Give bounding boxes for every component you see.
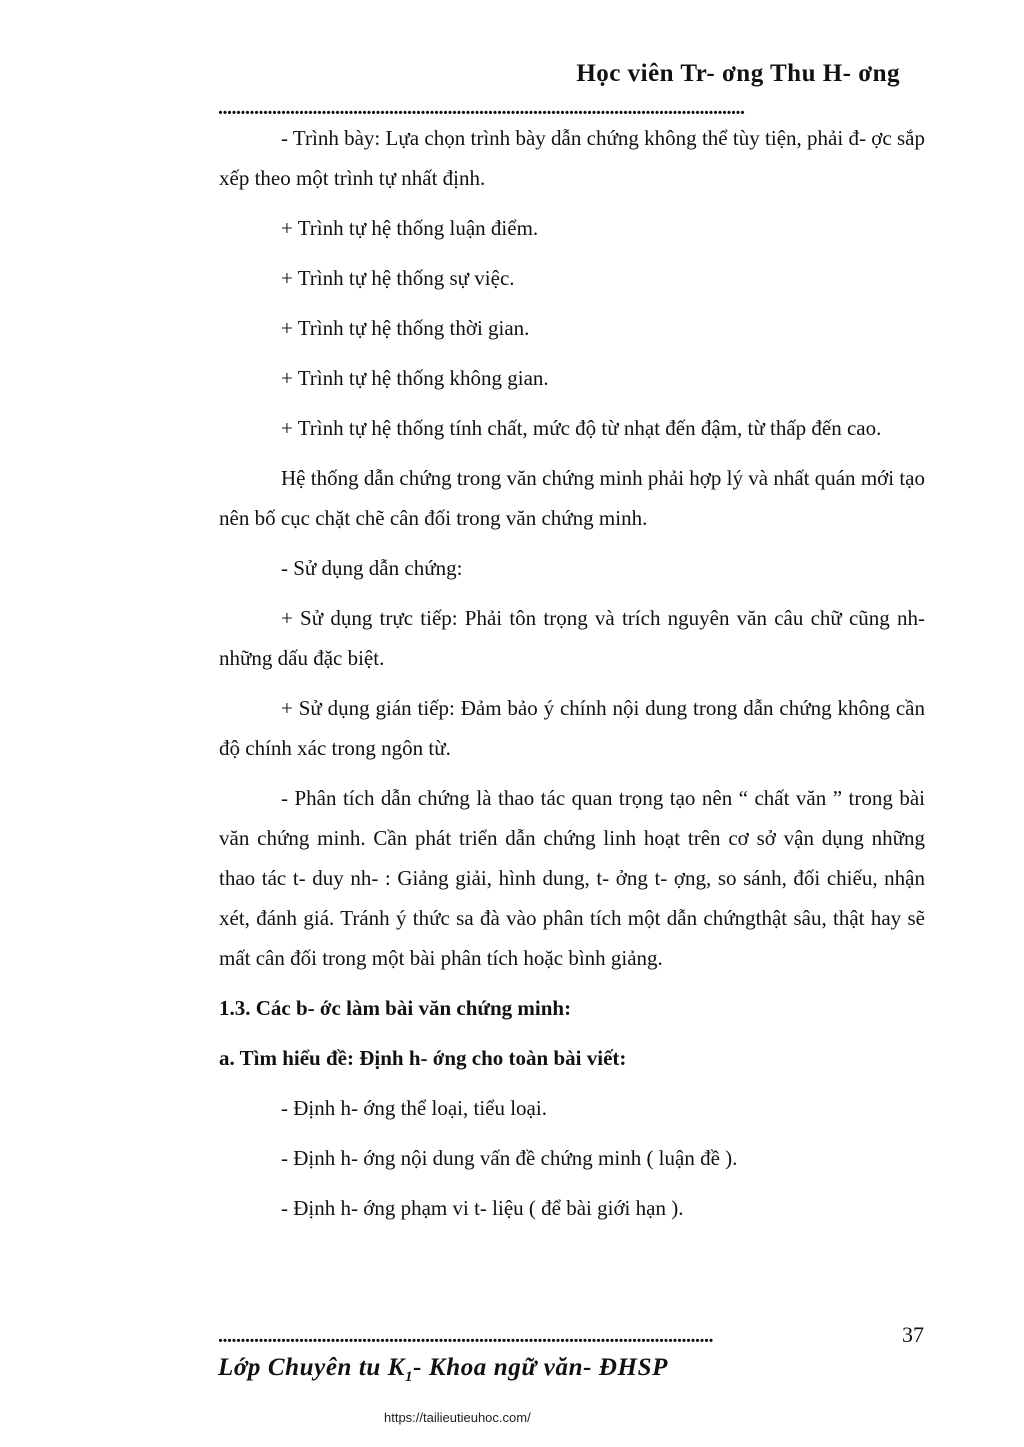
list-item-argument-order: + Trình tự hệ thống luận điểm. xyxy=(281,216,539,240)
list-item-direct-use: + Sử dụng trực tiếp: Phải tôn trọng và trích nguyên văn câu chữ cũng nh- những dấu đặc biệt. xyxy=(219,606,925,670)
list-item-event-order: + Trình tự hệ thống sự việc. xyxy=(281,266,515,290)
class-name-subscript: 1 xyxy=(405,1369,414,1385)
list-item-indirect-use: + Sử dụng gián tiếp: Đảm bảo ý chính nội dung trong dẫn chứng không cần độ chính xác trong ngôn từ. xyxy=(219,696,925,760)
page-number: 37 xyxy=(902,1322,924,1347)
page-footer-class-name xyxy=(218,1354,668,1386)
footer-dot-divider: .............................................................................................................. xyxy=(218,1326,713,1346)
subsection-heading-understand-topic: a. Tìm hiểu đề: Định h- ớng cho toàn bài viết: xyxy=(219,1046,627,1070)
section-heading-steps: 1.3. Các b- ớc làm bài văn chứng minh: xyxy=(219,996,572,1020)
header-dot-divider: ..................................................................................................................... xyxy=(218,98,745,118)
source-url-link[interactable]: https://tailieutieuhoc.com/ xyxy=(384,1410,531,1425)
class-name-prefix: Lớp Chuyên tu K xyxy=(218,1354,406,1381)
document-body xyxy=(219,118,925,1238)
list-item-orient-genre: - Định h- ớng thể loại, tiểu loại. xyxy=(281,1096,547,1120)
list-item-space-order: + Trình tự hệ thống không gian. xyxy=(281,366,549,390)
page-header-author: Học viên Tr- ơng Thu H- ơng xyxy=(576,60,900,87)
paragraph-presentation: - Trình bày: Lựa chọn trình bày dẫn chứng không thể tùy tiện, phải đ- ợc sắp xếp theo một trình tự nhất định. xyxy=(219,126,925,190)
paragraph-using-evidence: - Sử dụng dẫn chứng: xyxy=(281,556,463,580)
class-name-suffix: - Khoa ngữ văn- ĐHSP xyxy=(413,1354,668,1381)
list-item-orient-materials: - Định h- ớng phạm vi t- liệu ( để bài giới hạn ). xyxy=(281,1196,684,1220)
list-item-intensity-order: + Trình tự hệ thống tính chất, mức độ từ nhạt đến đậm, từ thấp đến cao. xyxy=(281,416,882,440)
list-item-time-order: + Trình tự hệ thống thời gian. xyxy=(281,316,530,340)
paragraph-evidence-analysis: - Phân tích dẫn chứng là thao tác quan trọng tạo nên “ chất văn ” trong bài văn chứng minh. Cần phát triển dẫn chứng linh hoạt trên cơ sở vận dụng những thao tác t- duy nh- : Giảng giải, hình dung, t- ởng t- ợng, so sánh, đối chiếu, nhận xét, đánh giá. Tránh ý thức sa đà vào phân tích một dẫn chứngthật sâu, thật hay sẽ mất cân đối trong một bài phân tích hoặc bình giảng. xyxy=(219,786,925,970)
paragraph-evidence-system: Hệ thống dẫn chứng trong văn chứng minh phải hợp lý và nhất quán mới tạo nên bố cục chặt chẽ cân đối trong văn chứng minh. xyxy=(219,466,925,530)
list-item-orient-content: - Định h- ớng nội dung vấn đề chứng minh ( luận đề ). xyxy=(281,1146,738,1170)
